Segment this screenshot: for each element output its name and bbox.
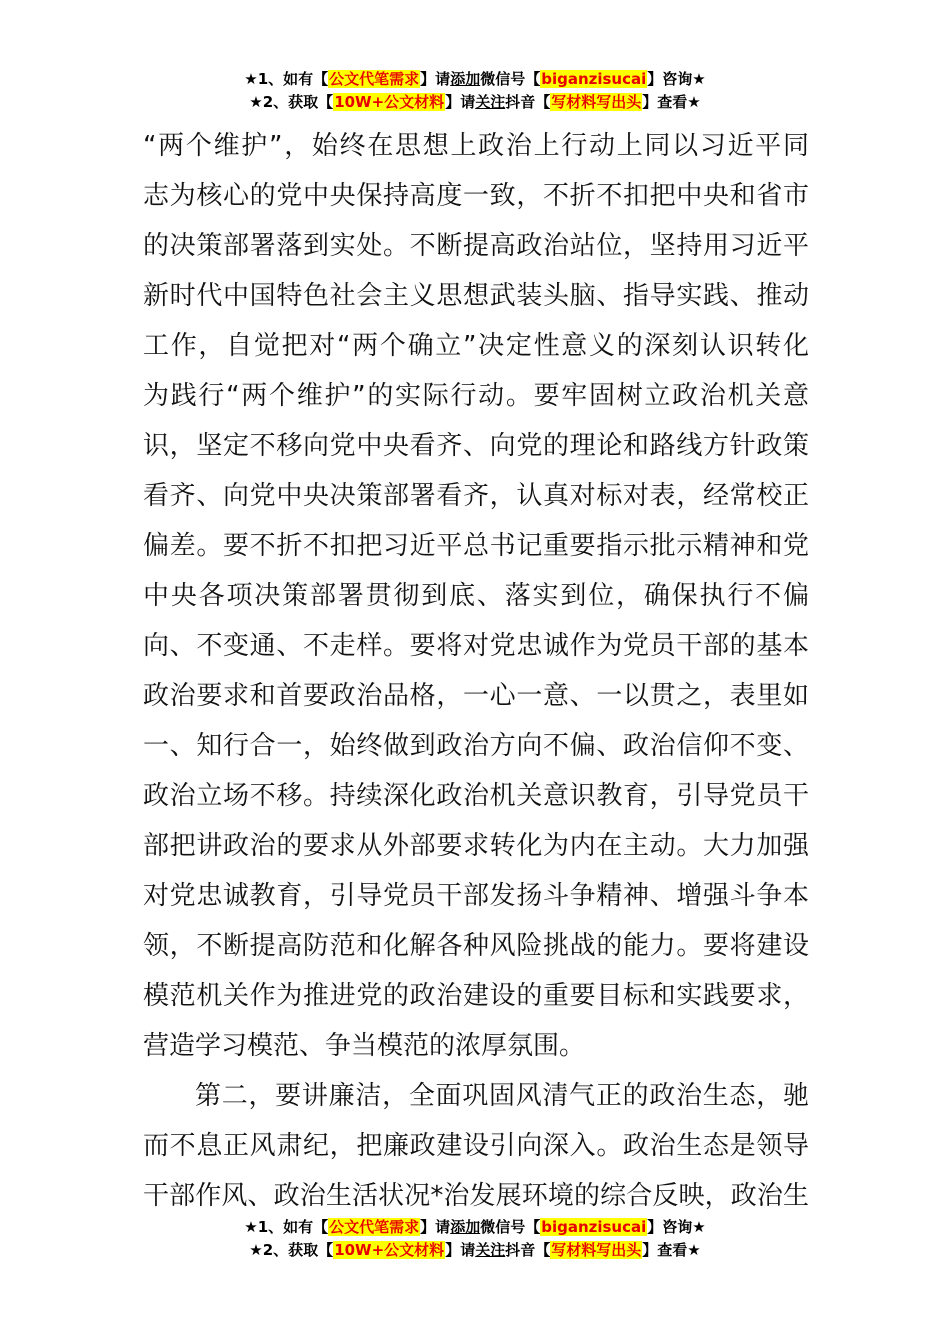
- body-line-paragraph-end: 营造学习模范、争当模范的浓厚氛围。: [143, 1031, 586, 1061]
- banner-line-1: ★1、如有【公文代笔需求】请添加微信号【biganzisucai】咨询★: [244, 70, 706, 88]
- body-line: 干部作风、政治生活状况*治发展环境的综合反映，政治生: [143, 1181, 809, 1211]
- banner-line-2: ★2、获取【10W+公文材料】请关注抖音【写材料写出头】查看★: [249, 93, 701, 111]
- highlight-douyin: 写材料写出头: [551, 1241, 642, 1259]
- body-line: 领，不断提高防范和化解各种风险挑战的能力。要将建设: [143, 931, 809, 961]
- footer-banner: [0, 1216, 950, 1262]
- body-line: 部把讲政治的要求从外部要求转化为内在主动。大力加强: [143, 831, 809, 861]
- body-line: 识，坚定不移向党中央看齐、向党的理论和路线方针政策: [143, 431, 809, 461]
- highlight-materials: 10W+公文材料: [334, 93, 445, 111]
- body-line: 的决策部署落到实处。不断提高政治站位，坚持用习近平: [143, 231, 809, 261]
- body-line: 一、知行合一，始终做到政治方向不偏、政治信仰不变、: [143, 731, 809, 761]
- header-banner: [0, 68, 950, 114]
- body-line: 向、不变通、不走样。要将对党忠诚作为党员干部的基本: [143, 631, 809, 661]
- body-line: 偏差。要不折不扣把习近平总书记重要指示批示精神和党: [143, 531, 809, 561]
- document-body: [143, 121, 809, 1221]
- body-line: 工作，自觉把对“两个确立”决定性意义的深刻认识转化: [143, 331, 809, 361]
- highlight-wechat-id: biganzisucai: [541, 1218, 647, 1236]
- body-line: 对党忠诚教育，引导党员干部发扬斗争精神、增强斗争本: [143, 881, 809, 911]
- body-line: 模范机关作为推进党的政治建设的重要目标和实践要求，: [143, 981, 809, 1011]
- highlight-materials: 10W+公文材料: [334, 1241, 445, 1259]
- banner-line-2: ★2、获取【10W+公文材料】请关注抖音【写材料写出头】查看★: [249, 1241, 701, 1259]
- highlight-service: 公文代笔需求: [329, 1218, 420, 1236]
- body-line: 政治立场不移。持续深化政治机关意识教育，引导党员干: [143, 781, 809, 811]
- body-line: 政治要求和首要政治品格，一心一意、一以贯之，表里如: [143, 681, 809, 711]
- body-line: 志为核心的党中央保持高度一致，不折不扣把中央和省市: [143, 181, 809, 211]
- body-line: 新时代中国特色社会主义思想武装头脑、指导实践、推动: [143, 281, 809, 311]
- highlight-douyin: 写材料写出头: [551, 93, 642, 111]
- body-line: 为践行“两个维护”的实际行动。要牢固树立政治机关意: [143, 381, 809, 411]
- highlight-wechat-id: biganzisucai: [541, 70, 647, 88]
- body-line-paragraph-start: 第二，要讲廉洁，全面巩固风清气正的政治生态，驰: [195, 1081, 809, 1111]
- body-line: “两个维护”，始终在思想上政治上行动上同以习近平同: [143, 131, 809, 161]
- body-line: 而不息正风肃纪，把廉政建设引向深入。政治生态是领导: [143, 1131, 809, 1161]
- body-line: 中央各项决策部署贯彻到底、落实到位，确保执行不偏: [143, 581, 809, 611]
- highlight-service: 公文代笔需求: [329, 70, 420, 88]
- banner-line-1: ★1、如有【公文代笔需求】请添加微信号【biganzisucai】咨询★: [244, 1218, 706, 1236]
- body-line: 看齐、向党中央决策部署看齐，认真对标对表，经常校正: [143, 481, 809, 511]
